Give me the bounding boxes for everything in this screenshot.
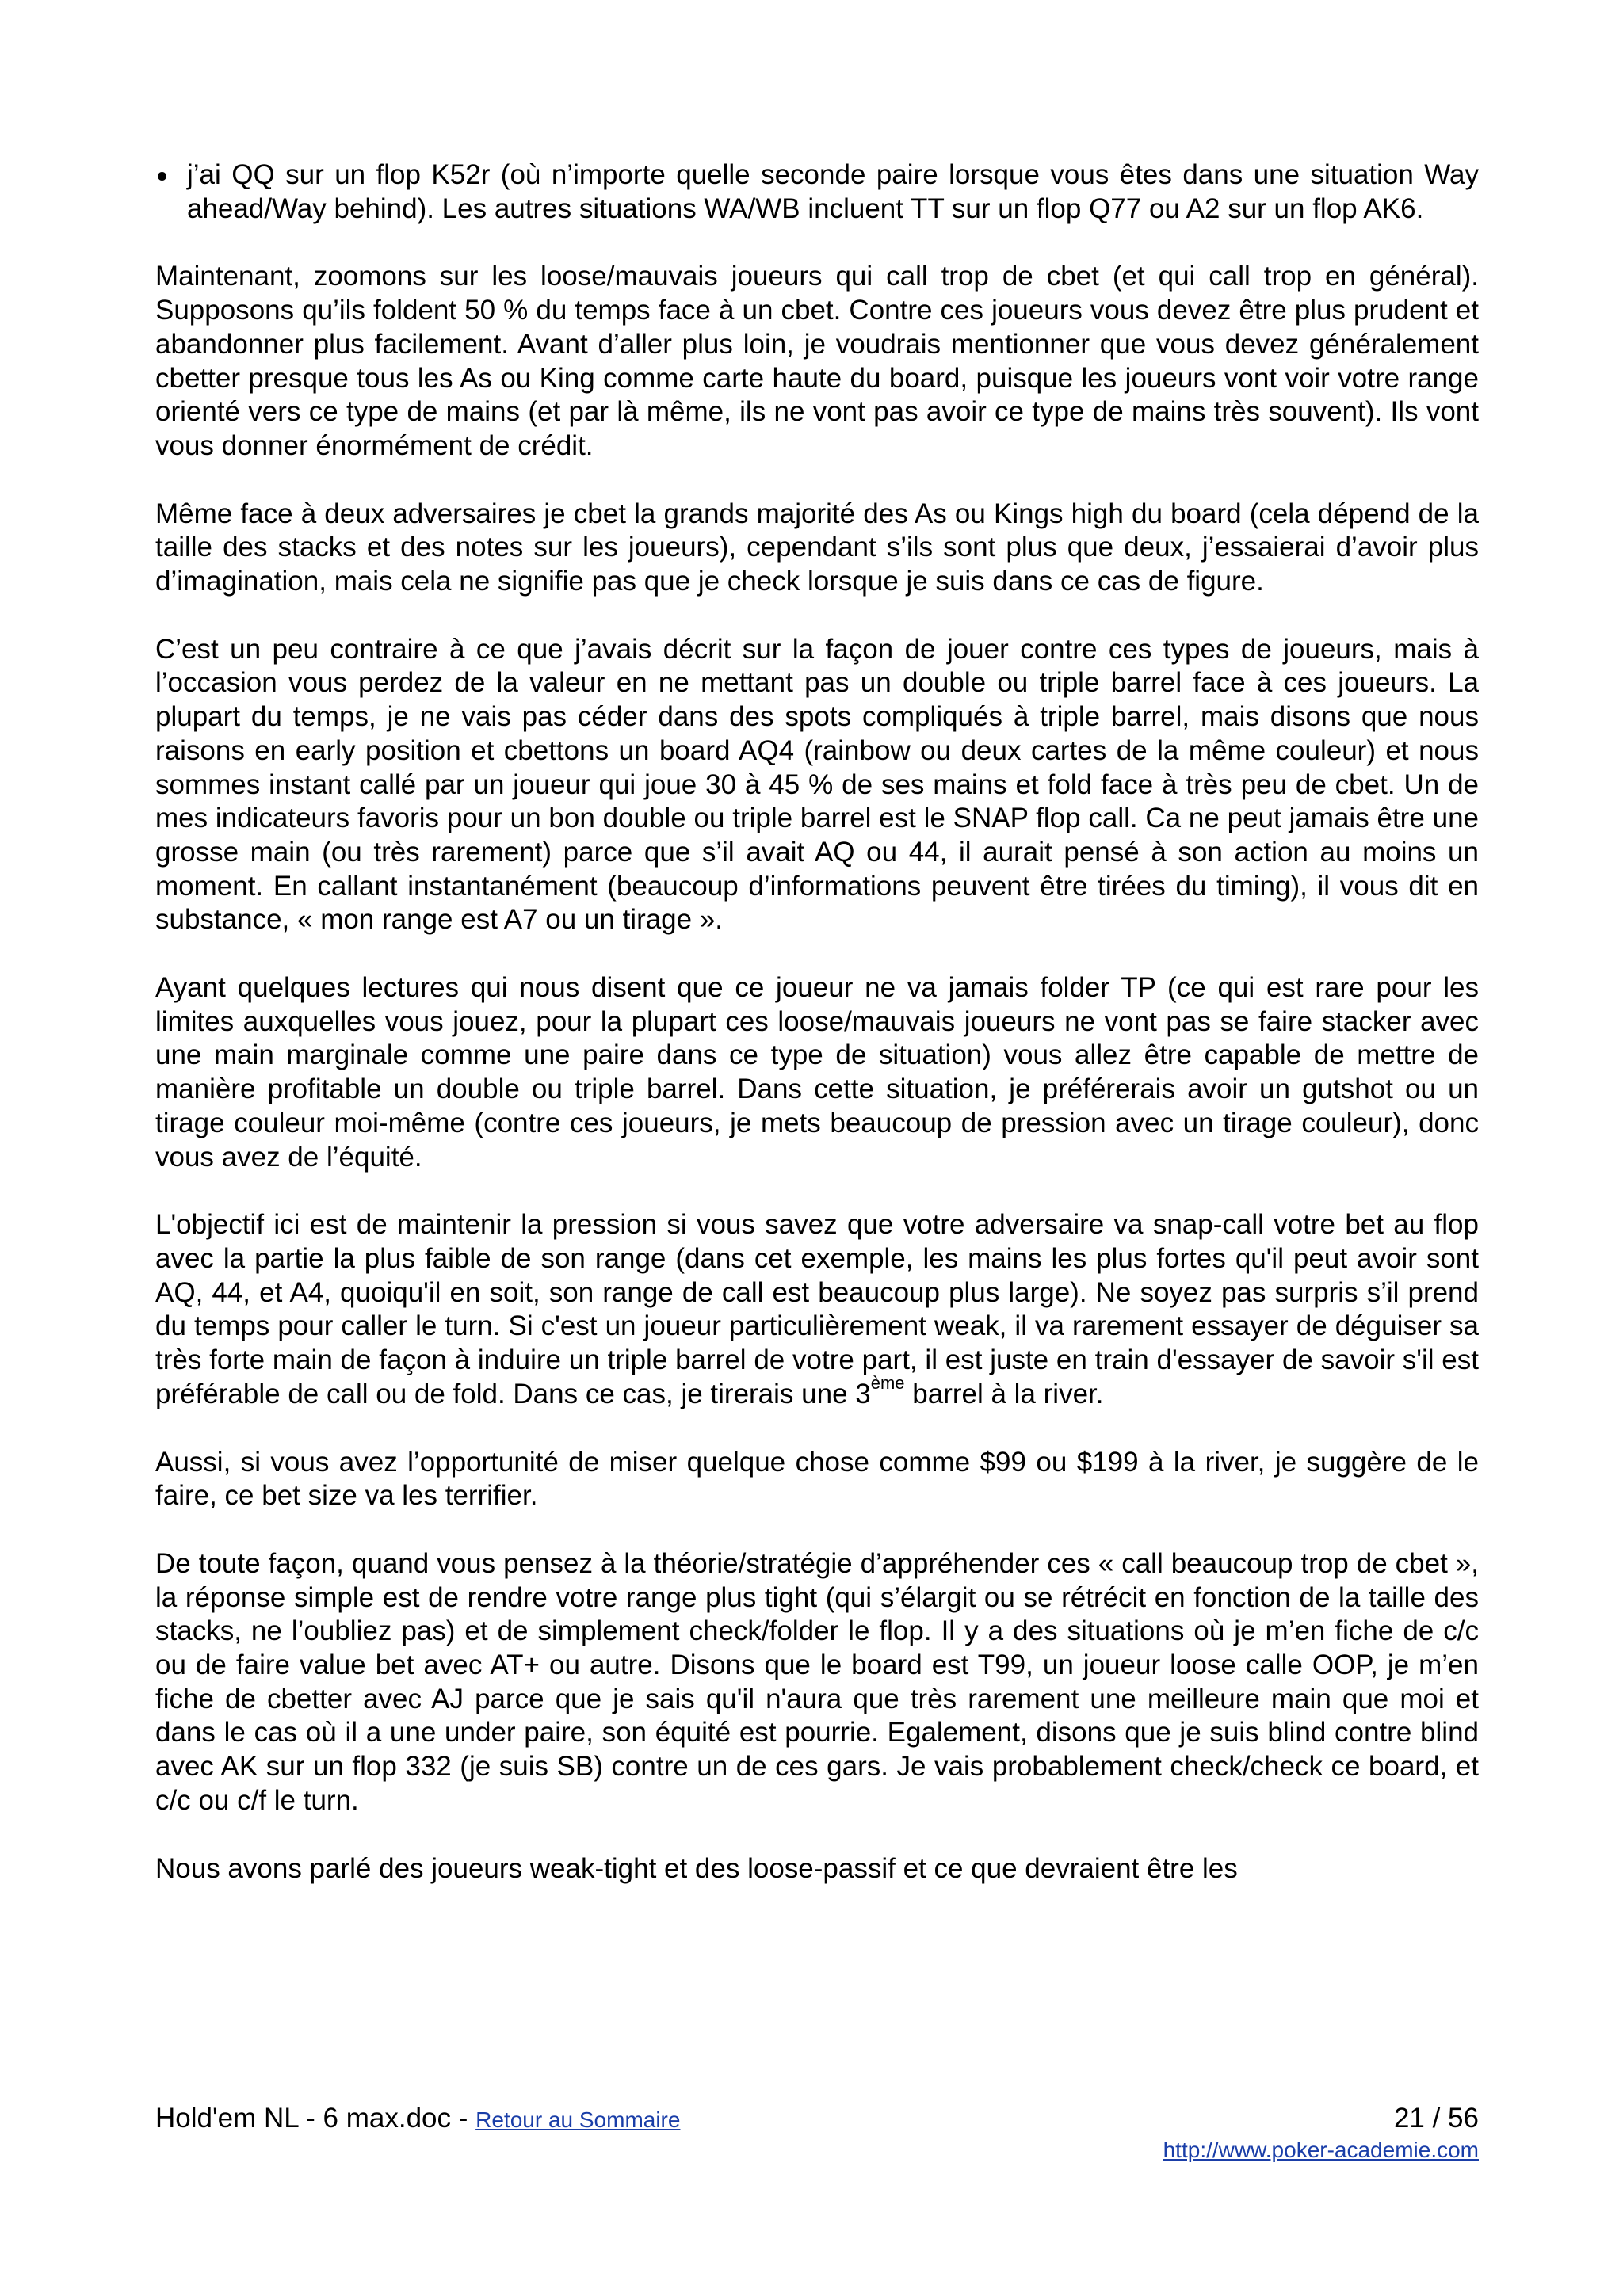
bullet-dot-icon xyxy=(158,172,166,181)
paragraph-pressure-tail: barrel à la river. xyxy=(904,1378,1104,1409)
page-footer xyxy=(155,2101,1479,2164)
paragraph-strategy: De toute façon, quand vous pensez à la théorie/stratégie d’appréhender ces « call beaucoup trop de cbet », la réponse simple est de rendre votre range plus tight (qui s’élargit ou se rétrécit en fonction de la taille des stacks, ne l’oubliez pas) et de simplement check/folder le flop. Il y a des situations où je m’en fiche de c/c ou de faire value bet avec AT+ ou autre. Disons que le board est T99, un joueur loose calle OOP, je m’en fiche de cbetter avec AJ parce que je sais qu'il n'aura que très rarement une meilleure main que moi et dans le cas où il a une under paire, son équité est pourrie. Egalement, disons que je suis blind contre blind avec AK sur un flop 332 (je suis SB) contre un de ces gars. Je vais probablement check/check ce board, et c/c ou c/f le turn. xyxy=(155,1547,1479,1816)
paragraph-reads: Ayant quelques lectures qui nous disent que ce joueur ne va jamais folder TP (ce qui est rare pour les limites auxquelles vous jouez, pour la plupart ces loose/mauvais joueurs ne vont pas se faire stacker avec une main marginale comme une paire dans ce type de situation) vous allez être capable de mettre de manière profitable un double ou triple barrel. Dans cette situation, je préférerais avoir un gutshot ou un tirage couleur moi-même (contre ces joueurs, je mets beaucoup de pression avec un tirage couleur), donc vous avez de l’équité. xyxy=(155,972,1479,1173)
site-url-link[interactable]: http://www.poker-academie.com xyxy=(1163,2138,1479,2162)
paragraph-cbet-loose-players: Maintenant, zoomons sur les loose/mauvais joueurs qui call trop de cbet (et qui call trop en général). Supposons qu’ils foldent 50 % du temps face à un cbet. Contre ces joueurs vous devez être plus prudent et abandonner plus facilement. Avant d’aller plus loin, je voudrais mentionner que vous devez généralement cbetter presque tous les As ou King comme carte haute du board, puisque les joueurs vont voir votre range orienté vers ce type de mains (et par là même, ils ne vont pas avoir ce type de mains très souvent). Ils vont vous donner énormément de crédit. xyxy=(155,261,1479,461)
bullet-text: j’ai QQ sur un flop K52r (où n’importe quelle seconde paire lorsque vous êtes dans une situation Way ahead/Way behind). Les autres situations WA/WB incluent TT sur un flop Q77 ou A2 sur un flop AK6. xyxy=(187,159,1479,224)
sommaire-link[interactable]: Retour au Sommaire xyxy=(475,2107,681,2132)
bullet-list xyxy=(155,158,1479,226)
paragraph-pressure-text: L'objectif ici est de maintenir la pression si vous savez que votre adversaire va snap-call votre bet au flop avec la partie la plus faible de son range (dans cet exemple, les mains les plus fortes qu'il peut avoir sont AQ, 44, et A4, quoiqu'il en soit, son range de call est beaucoup plus large). Ne soyez pas surpris s’il prend du temps pour caller le turn. Si c'est un joueur particulièrement weak, il va rarement essayer de déguiser sa très forte main de façon à induire un triple barrel de votre part, il est juste en train d'essayer de savoir s'il est préférable de call ou de fold. Dans ce cas, je tirerais une 3 xyxy=(155,1209,1479,1409)
bullet-item xyxy=(155,158,1479,226)
paragraph-bet-size: Aussi, si vous avez l’opportunité de miser quelque chose comme $99 ou $199 à la river, je suggère de le faire, ce bet size va les terrifier. xyxy=(155,1446,1479,1512)
page-number: 21 / 56 xyxy=(1393,2103,1479,2134)
paragraph-pressure xyxy=(155,1208,1479,1411)
paragraph-two-opponents: Même face à deux adversaires je cbet la grands majorité des As ou Kings high du board (cela dépend de la taille des stacks et des notes sur les joueurs), cependant s’ils sont plus que deux, j’essaierai d’avoir plus d’imagination, mais cela ne signifie pas que je check lorsque je suis dans ce cas de figure. xyxy=(155,498,1479,597)
footer-row xyxy=(155,2101,1479,2136)
document-body xyxy=(155,158,1479,1920)
paragraph-weak-tight: Nous avons parlé des joueurs weak-tight et des loose-passif et ce que devraient être les xyxy=(155,1852,1238,1884)
footer-doc-name: Hold'em NL - 6 max.doc - xyxy=(155,2103,476,2134)
superscript-eme: ème xyxy=(870,1372,905,1393)
paragraph-triple-barrel: C’est un peu contraire à ce que j’avais décrit sur la façon de jouer contre ces types de joueurs, mais à l’occasion vous perdez de la valeur en ne mettant pas un double ou triple barrel face à ces joueurs. La plupart du temps, je ne vais pas céder dans des spots compliqués à triple barrel, mais disons que nous raisons en early position et cbettons un board AQ4 (rainbow ou deux cartes de la même couleur) et nous sommes instant callé par un joueur qui joue 30 à 45 % de ses mains et fold face à très peu de cbet. Un de mes indicateurs favoris pour un bon double ou triple barrel est le SNAP flop call. Ca ne peut jamais être une grosse main (ou très rarement) parce que s’il avait AQ ou 44, il aurait pensé à son action au moins un moment. En callant instantanément (beaucoup d’informations peuvent être tirées du timing), il vous dit en substance, « mon range est A7 ou un tirage ». xyxy=(155,633,1479,936)
